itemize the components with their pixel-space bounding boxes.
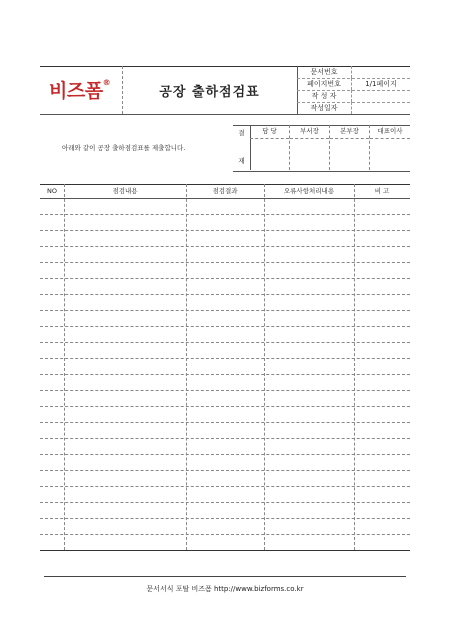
col-header-check-result: 점검결과 <box>212 187 238 195</box>
approval-col-ceo <box>370 125 410 170</box>
meta-value <box>352 66 410 78</box>
table-row <box>40 294 410 295</box>
table-row <box>40 214 410 215</box>
col-header-no: NO <box>47 187 57 195</box>
approval-side-label <box>233 125 251 170</box>
column-divider <box>186 184 187 550</box>
table-row <box>40 230 410 231</box>
table-bottom-rule <box>40 550 410 551</box>
meta-row-date <box>297 102 410 114</box>
col-header-check-content: 점검내용 <box>112 187 138 195</box>
col-header-remarks: 비 고 <box>374 187 390 195</box>
approval-side-top: 결 <box>238 129 245 137</box>
table-row <box>40 470 410 471</box>
brand-logo <box>49 76 110 103</box>
meta-key: 문서번호 <box>297 66 352 78</box>
approval-col-label: 부서장 <box>290 125 329 139</box>
header-bottom-rule <box>40 114 410 115</box>
approval-col-label: 대표이사 <box>370 125 410 139</box>
approval-col-dept-head <box>290 125 330 170</box>
approval-col-label: 담 당 <box>250 125 289 139</box>
approval-col-staff <box>250 125 290 170</box>
table-row <box>40 326 410 327</box>
approval-col-label: 본부장 <box>330 125 369 139</box>
footer-text: 문서서식 포탈 비즈폼 http://www.bizforms.co.kr <box>146 585 304 593</box>
table-row <box>40 534 410 535</box>
meta-value <box>352 90 410 102</box>
approval-side-bottom: 재 <box>238 157 245 165</box>
table-row <box>40 374 410 375</box>
table-row <box>40 310 410 311</box>
col-header-error-handling: 오류사항처리내용 <box>283 187 335 195</box>
meta-key: 페이지번호 <box>297 78 352 90</box>
table-row <box>40 518 410 519</box>
meta-key: 작 성 자 <box>297 90 352 102</box>
meta-value: 1/1페이지 <box>365 80 397 88</box>
approval-col-division-head <box>330 125 370 170</box>
brand-logo-text: 비즈폼 <box>49 80 103 102</box>
table-row <box>40 390 410 391</box>
table-row <box>40 438 410 439</box>
table-row <box>40 278 410 279</box>
document-title: 공장 출하점검표 <box>122 66 298 114</box>
table-row <box>40 406 410 407</box>
meta-value <box>352 102 410 114</box>
column-divider <box>64 184 65 550</box>
meta-key: 작성일자 <box>297 102 352 114</box>
footer-rule <box>44 576 406 577</box>
column-divider <box>264 184 265 550</box>
registered-mark: ® <box>102 78 111 87</box>
table-row <box>40 358 410 359</box>
submission-note: 아래와 같이 공장 출하점검표를 제출합니다. <box>62 144 186 152</box>
table-row <box>40 486 410 487</box>
table-row <box>40 246 410 247</box>
table-row <box>40 342 410 343</box>
table-row <box>40 422 410 423</box>
column-divider <box>354 184 355 550</box>
table-row <box>40 262 410 263</box>
table-row <box>40 502 410 503</box>
table-row <box>40 454 410 455</box>
